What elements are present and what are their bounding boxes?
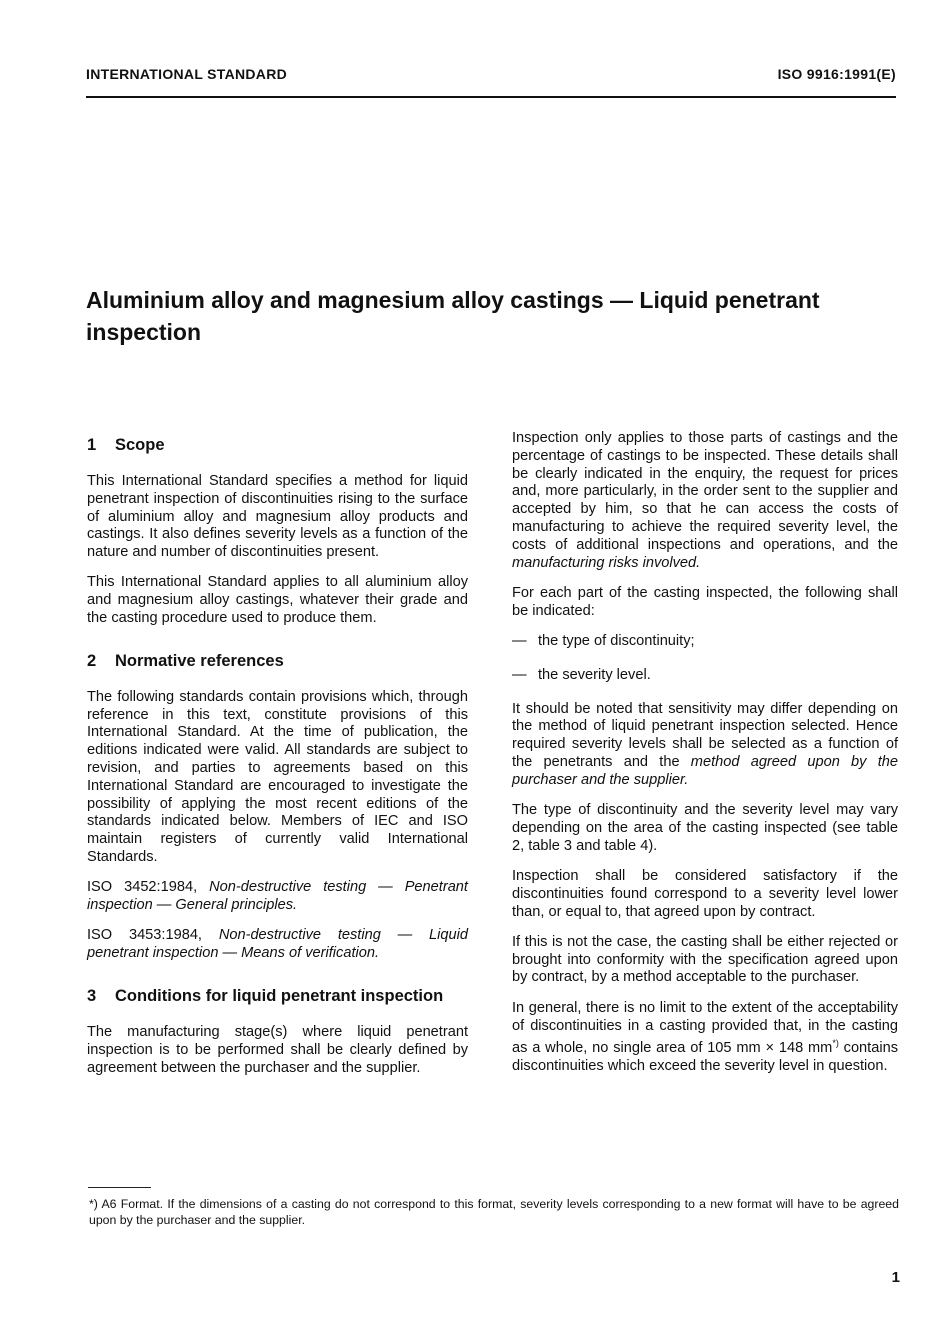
footnote-marker: *) <box>89 1197 98 1211</box>
rejection-paragraph: If this is not the case, the casting shall be either rejected or brought into conformity with the specification agreed upon by contract, by a method acceptable to the purchaser. <box>512 933 898 986</box>
reference-title: Non-destructive testing — Liquid penetrant inspection — Means of verification. <box>87 927 468 962</box>
scope-paragraph-1: This International Standard specifies a method for liquid penetrant inspection of discontinuities rising to the surface of aluminium alloy and magnesium alloy products and castings. It also defines severity levels as a function of the nature and number of discontinuities present. <box>87 473 468 561</box>
section-title: Normative references <box>115 651 284 670</box>
normative-paragraph: The following standards contain provisions which, through reference in this text, constitute provisions of this International Standard. At the time of publication, the editions indicated were valid. All standards are subject to revision, and parties to agreements based on this International Standard are encouraged to investigate the possibility of applying the most recent editions of the standards indicated below. Members of IEC and ISO maintain registers of currently valid International Standards. <box>87 688 468 866</box>
running-header <box>86 66 896 86</box>
reference-iso-3453 <box>87 927 468 963</box>
satisfactory-paragraph: Inspection shall be considered satisfactory if the discontinuities found correspond to a severity level lower than, or equal to, that agreed upon by contract. <box>512 867 898 920</box>
indication-paragraph: For each part of the casting inspected, the following shall be indicated: <box>512 584 898 619</box>
acceptability-paragraph <box>512 1000 898 1076</box>
left-column <box>87 432 468 1090</box>
list-dash: — <box>512 632 527 649</box>
section-heading-scope <box>87 434 468 457</box>
area-variation-paragraph: The type of discontinuity and the severity level may vary depending on the area of the casting inspected (see table 2, table 3 and table 4). <box>512 802 898 854</box>
header-divider <box>86 96 896 98</box>
page-number: 1 <box>891 1269 900 1286</box>
footnote-divider <box>88 1187 151 1188</box>
list-item-text: the severity level. <box>538 666 651 683</box>
paragraph-italic-text: manufacturing risks involved. <box>512 554 701 571</box>
footnote <box>89 1196 899 1228</box>
paragraph-text: Inspection only applies to those parts of castings and the percentage of castings to be inspected. These details shall be clearly indicated in the enquiry, the request for prices and, more particularly, in the order sent to the supplier and accepted by him, so that he can access the costs of manufacturing to achieve the required severity level, the costs of additional inspections and operations, and the <box>512 430 898 553</box>
document-title: Aluminium alloy and magnesium alloy castings — Liquid penetrant inspection <box>86 287 820 345</box>
header-standard-type: INTERNATIONAL STANDARD <box>86 66 288 82</box>
list-item-text: the type of discontinuity; <box>538 632 695 649</box>
paragraph-text: It should be noted that sensitivity may differ depending on the method of liquid penetrant inspection selected. Hence required severity levels shall be selected as a function of the penetrants and the <box>512 700 898 770</box>
reference-code: ISO 3453:1984, <box>87 927 202 944</box>
inspection-scope-paragraph <box>512 430 898 572</box>
section-title: Scope <box>115 436 165 454</box>
section-number: 2 <box>87 651 97 670</box>
sensitivity-paragraph <box>512 701 898 790</box>
header-standard-number: ISO 9916:1991(E) <box>777 66 896 82</box>
section-number: 3 <box>87 987 97 1006</box>
scope-paragraph-2: This International Standard applies to all aluminium alloy and magnesium alloy castings, whatever their grade and the casting procedure used to produce them. <box>87 574 468 627</box>
section-heading-normative-references <box>87 650 468 673</box>
footnote-text: A6 Format. If the dimensions of a casting do not correspond to this format, severity levels corresponding to a new format will have to be agreed upon by the purchaser and the supplier. <box>89 1197 899 1227</box>
section-title: Conditions for liquid penetrant inspection <box>115 987 444 1006</box>
list-item <box>512 667 898 685</box>
list-item <box>512 633 898 651</box>
right-column <box>512 430 898 1088</box>
reference-code: ISO 3452:1984, <box>87 879 198 896</box>
footnote-marker: *) <box>832 1038 839 1049</box>
reference-iso-3452 <box>87 879 468 915</box>
paragraph-italic-text: method agreed upon by the purchaser and the supplier. <box>512 753 898 788</box>
list-dash: — <box>512 666 527 683</box>
paragraph-text: contains discontinuities which exceed the severity level in question. <box>512 1040 899 1074</box>
paragraph-text: In general, there is no limit to the extent of the acceptability of discontinuities in a casting provided that, in the casting as a whole, no single area of 105 mm × 148 mm <box>512 999 898 1057</box>
section-heading-conditions <box>87 985 468 1008</box>
reference-title: Non-destructive testing — Penetrant inspection — General principles. <box>87 879 468 914</box>
section-number: 1 <box>87 436 97 454</box>
conditions-paragraph: The manufacturing stage(s) where liquid penetrant inspection is to be performed shall be clearly defined by agreement between the purchaser and the supplier. <box>87 1024 468 1076</box>
